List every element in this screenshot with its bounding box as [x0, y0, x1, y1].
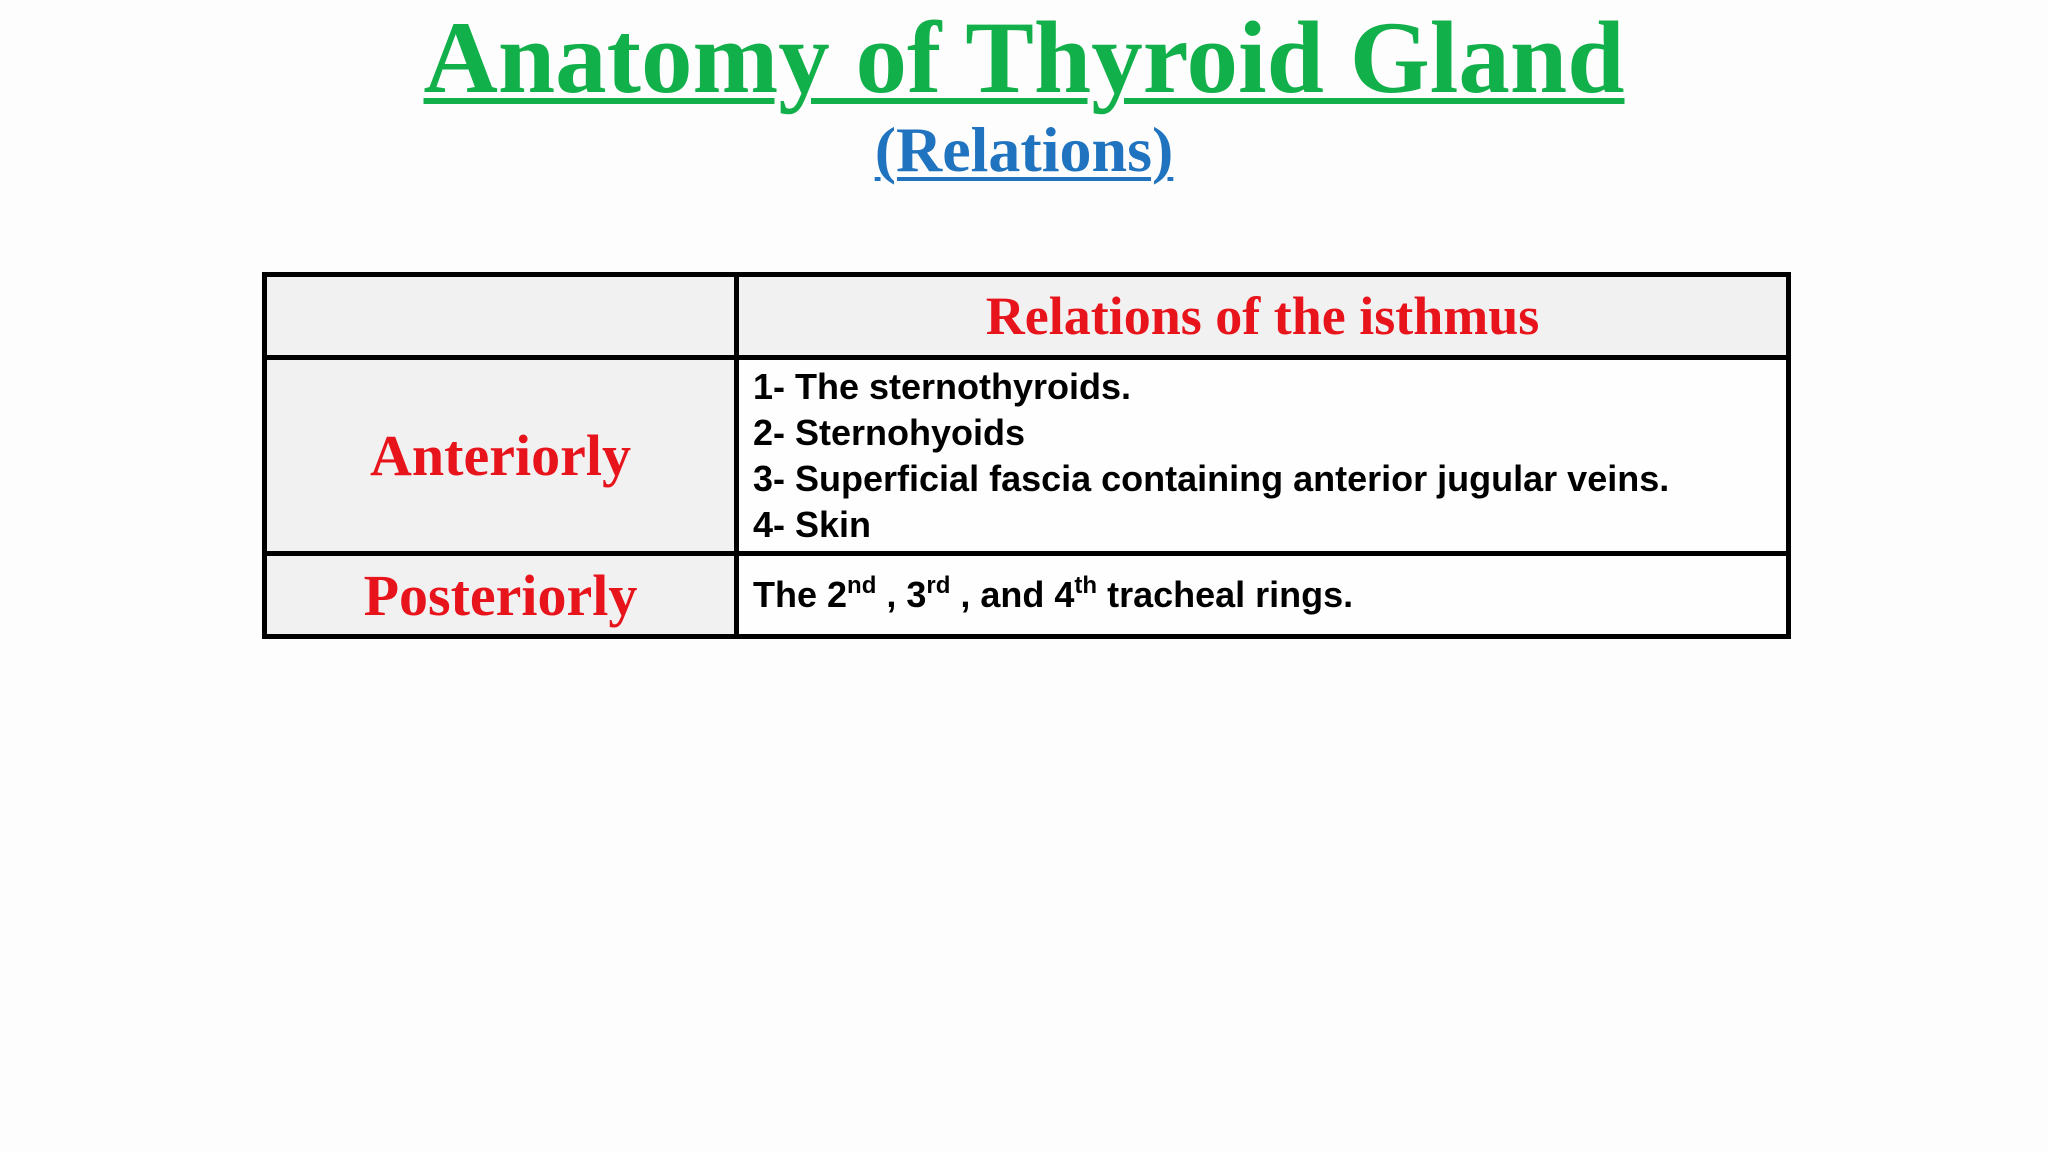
table-header-empty-cell: [265, 275, 737, 358]
list-item: 3- Superficial fascia containing anterior jugular veins.: [753, 457, 1670, 499]
tracheal-rings-text: [753, 572, 1776, 618]
ordinal-suffix: rd: [926, 572, 951, 599]
slide-subtitle: (Relations): [874, 114, 1174, 185]
list-item: 4- Skin: [753, 503, 872, 545]
text-part: tracheal rings.: [1097, 574, 1354, 615]
text-part: The 2: [753, 574, 848, 615]
table-row-anteriorly: [265, 358, 1789, 554]
list-item: 2- Sternohyoids: [753, 411, 1026, 453]
table-header-row: [265, 275, 1789, 358]
row-label-anteriorly: Anteriorly: [265, 358, 737, 554]
table-header-isthmus: Relations of the isthmus: [737, 275, 1789, 358]
text-part: , and 4: [950, 574, 1075, 615]
row-label-posteriorly: Posteriorly: [265, 554, 737, 637]
posterior-relations-text: [737, 554, 1789, 637]
slide-title: Anatomy of Thyroid Gland: [423, 1, 1625, 115]
ordinal-suffix: nd: [847, 572, 877, 599]
table-row-posteriorly: [265, 554, 1789, 637]
anterior-relations-list: [737, 358, 1789, 554]
list-item: 1- The sternothyroids.: [753, 365, 1132, 407]
text-part: , 3: [876, 574, 927, 615]
ordinal-suffix: th: [1074, 572, 1098, 599]
relations-table: [262, 272, 1791, 639]
